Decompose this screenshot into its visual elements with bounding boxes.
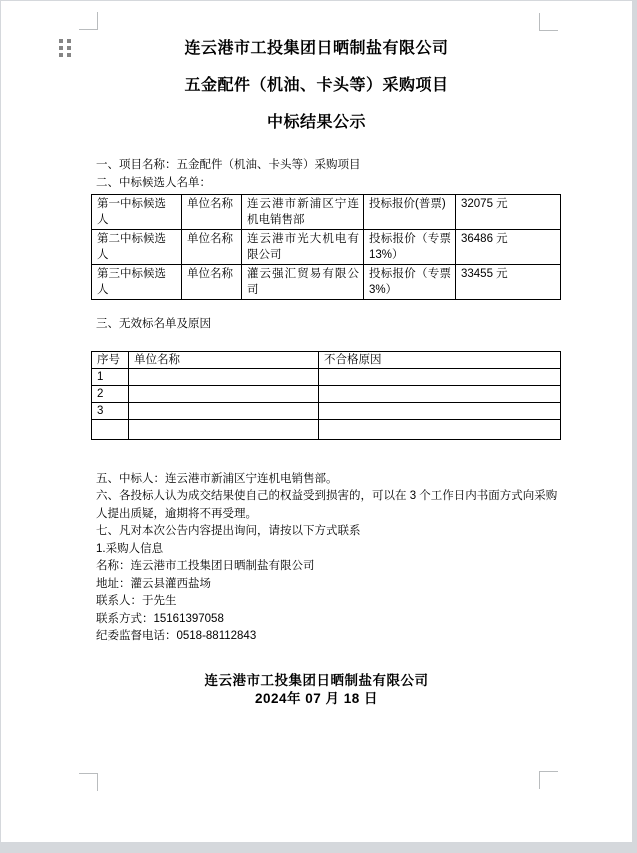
- signature-date: 2024年 07 月 18 日: [254, 691, 379, 706]
- candidates-table: [91, 194, 561, 300]
- price-label-cell: 投标报价（专票3%）: [364, 265, 456, 300]
- crop-mark-top-right-icon: [539, 13, 558, 31]
- contact-person: 联系人：于先生: [96, 595, 177, 607]
- header-reason: 不合格原因: [319, 351, 561, 368]
- table-row: [92, 195, 561, 230]
- purchaser-info-heading: 1.采购人信息: [96, 542, 164, 555]
- rank-cell: 第二中标候选人: [92, 230, 182, 265]
- crop-mark-bottom-right-icon: [539, 771, 558, 789]
- item-project-name: 一、项目名称：五金配件（机油、卡头等）采购项目: [96, 159, 361, 171]
- table-row: [92, 385, 561, 402]
- invalid-bids-table: [91, 351, 561, 440]
- header-company: 单位名称: [129, 351, 319, 368]
- field-label-cell: 单位名称: [182, 195, 242, 230]
- no-cell: 3: [92, 402, 129, 419]
- item-inquiry: 七、凡对本次公告内容提出询问，请按以下方式联系: [96, 525, 361, 537]
- section3-heading: 三、无效标名单及原因: [96, 318, 211, 330]
- rank-cell: 第一中标候选人: [92, 195, 182, 230]
- body-paragraphs: [96, 471, 561, 646]
- price-cell: 33455 元: [456, 265, 561, 300]
- item-objection: 六、各投标人认为成交结果使自己的权益受到损害的，可以在 3 个工作日内书面方式向采购人提出质疑，逾期将不再受理。: [96, 490, 558, 520]
- purchaser-address: 地址：灌云县灌西盐场: [96, 577, 211, 590]
- company-cell: 灌云强汇贸易有限公司: [242, 265, 364, 300]
- company-cell: 连云港市光大机电有限公司: [242, 230, 364, 265]
- title-line-announcement: 中标结果公示: [266, 114, 366, 131]
- crop-mark-top-left-icon: [79, 12, 98, 30]
- signature-block: [1, 672, 632, 709]
- no-cell: 1: [92, 368, 129, 385]
- item-winner: 五、中标人：连云港市新浦区宁连机电销售部。: [96, 472, 338, 485]
- reason-cell: [319, 419, 561, 439]
- crop-mark-bottom-left-icon: [79, 773, 98, 791]
- drag-handle-dots-icon: [59, 39, 71, 57]
- reason-cell: [319, 385, 561, 402]
- table-row: [92, 230, 561, 265]
- field-label-cell: 单位名称: [182, 230, 242, 265]
- reason-cell: [319, 402, 561, 419]
- company-cell: [129, 368, 319, 385]
- reason-cell: [319, 368, 561, 385]
- table-row: [92, 419, 561, 439]
- signature-company: 连云港市工投集团日晒制盐有限公司: [204, 672, 429, 688]
- price-cell: 32075 元: [456, 195, 561, 230]
- table-row: [92, 402, 561, 419]
- company-cell: 连云港市新浦区宁连机电销售部: [242, 195, 364, 230]
- title-line-company: 连云港市工投集团日晒制盐有限公司: [184, 40, 449, 57]
- rank-cell: 第三中标候选人: [92, 265, 182, 300]
- no-cell: [92, 419, 129, 439]
- title-line-project: 五金配件（机油、卡头等）采购项目: [184, 77, 449, 94]
- company-cell: [129, 419, 319, 439]
- item-candidates-list-label: 二、中标候选人名单：: [96, 176, 211, 189]
- supervision-phone: 纪委监督电话：0518-88112843: [96, 630, 257, 642]
- field-label-cell: 单位名称: [182, 265, 242, 300]
- intro-items: [96, 157, 561, 192]
- contact-phone: 联系方式：15161397058: [96, 612, 224, 625]
- table-row: [92, 265, 561, 300]
- company-cell: [129, 385, 319, 402]
- no-cell: 2: [92, 385, 129, 402]
- company-cell: [129, 402, 319, 419]
- price-label-cell: 投标报价（专票13%）: [364, 230, 456, 265]
- price-label-cell: 投标报价(普票): [364, 195, 456, 230]
- purchaser-name: 名称：连云港市工投集团日晒制盐有限公司: [96, 560, 315, 572]
- table-row: [92, 368, 561, 385]
- header-no: 序号: [92, 351, 129, 368]
- price-cell: 36486 元: [456, 230, 561, 265]
- document-page: [1, 1, 632, 842]
- table-header-row: [92, 351, 561, 368]
